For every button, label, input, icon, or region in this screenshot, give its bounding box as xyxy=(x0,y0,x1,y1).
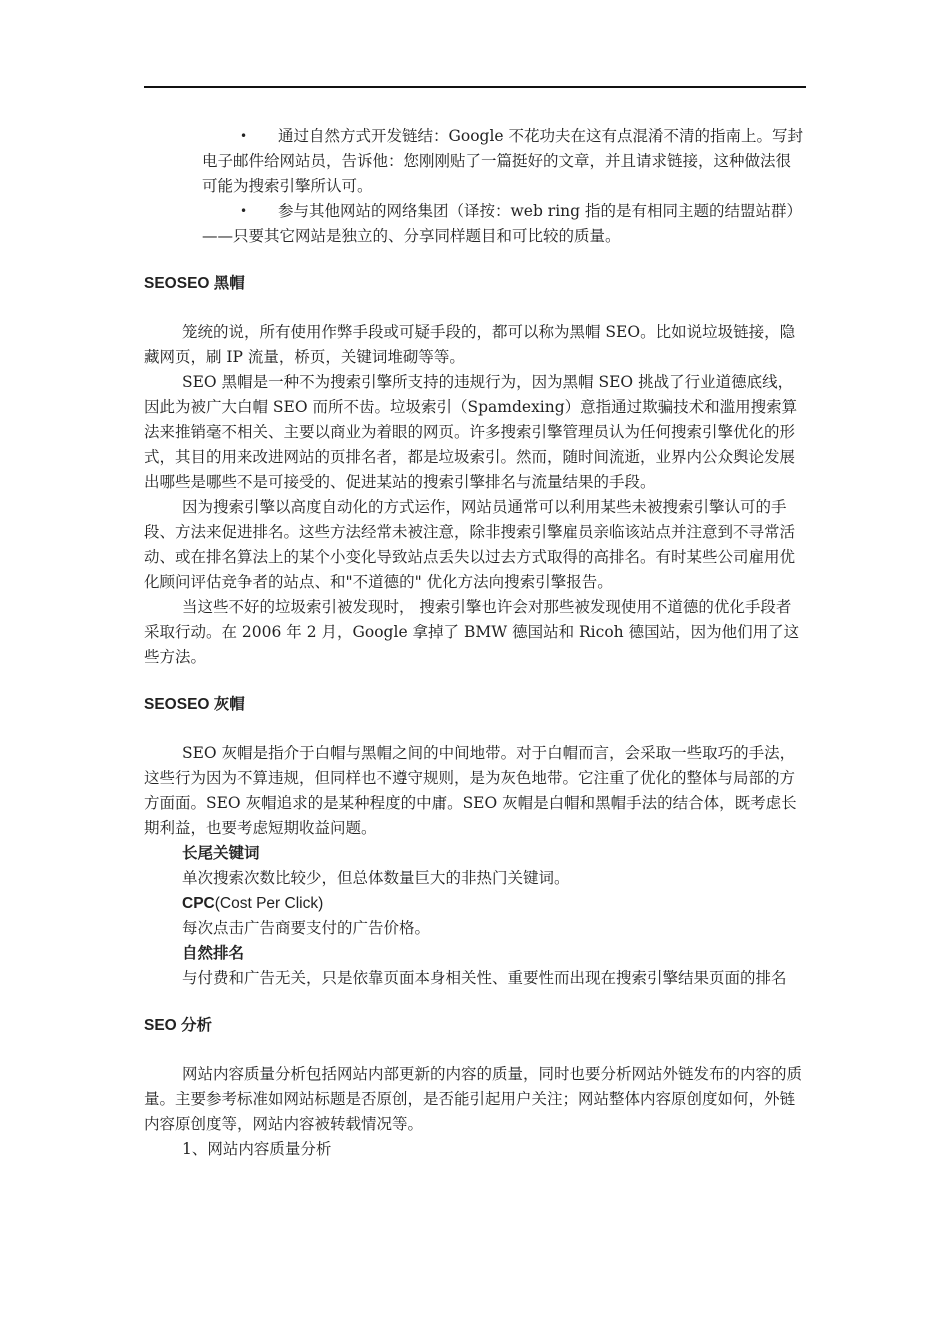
term-definition: 与付费和广告无关，只是依靠页面本身相关性、重要性而出现在搜索引擎结果页面的排名 xyxy=(182,969,787,987)
paragraph: 当这些不好的垃圾索引被发现时， 搜索引擎也许会对那些被发现使用不道德的优化手段者采取行动。在 2006 年 2 月，Google 拿掉了 BMW 德国站和 Ricoh 德国站，因为他们用了这些方法。 xyxy=(144,598,800,666)
term-cpc xyxy=(144,891,806,916)
section-heading-analysis: SEO 分析 xyxy=(144,1017,213,1034)
header-rule xyxy=(144,86,806,88)
bullet-text: 通过自然方式开发链结：Google 不花功夫在这有点混淆不清的指南上。写封电子邮件给网站员，告诉他：您刚刚贴了一篇挺好的文章，并且请求链接，这种做法很可能为搜索引擎所认可。 xyxy=(202,127,804,195)
paragraph: 因为搜索引擎以高度自动化的方式运作，网站员通常可以利用某些未被搜索引擎认可的手段、方法来促进排名。这些方法经常未被注意，除非搜索引擎雇员亲临该站点并注意到不寻常活动、或在排名算法上的某个小变化导致站点丢失以过去方式取得的高排名。有时某些公司雇用优化顾问评估竞争者的站点、和"不道德的" 优化方法向搜索引擎报告。 xyxy=(144,498,796,591)
paragraph: SEO 灰帽是指介于白帽与黑帽之间的中间地带。对于白帽而言，会采取一些取巧的手法，这些行为因为不算违规，但同样也不遵守规则，是为灰色地带。它注重了优化的整体与局部的方方面面。SEO 灰帽追求的是某种程度的中庸。SEO 灰帽是白帽和黑帽手法的结合体，既考虑长期利益，也要考虑短期收益问题。 xyxy=(144,744,797,837)
paragraph: 笼统的说，所有使用作弊手段或可疑手段的，都可以称为黑帽 SEO。比如说垃圾链接，隐藏网页，刷 IP 流量，桥页，关键词堆砌等等。 xyxy=(144,323,796,366)
bullet-item xyxy=(202,199,806,249)
term-cpc-label: CPC xyxy=(182,895,215,912)
bullet-icon: • xyxy=(240,204,248,218)
paragraph: 网站内容质量分析包括网站内部更新的内容的质量，同时也要分析网站外链发布的内容的质量。主要参考标准如网站标题是否原创，是否能引起用户关注；网站整体内容原创度如何，外链内容原创度等，网站内容被转载情况等。 xyxy=(144,1065,803,1133)
term-definition: 每次点击广告商要支付的广告价格。 xyxy=(182,919,431,937)
bullet-icon: • xyxy=(240,129,248,143)
section-heading-gray-hat: SEOSEO 灰帽 xyxy=(144,696,245,713)
numbered-item: 1、网站内容质量分析 xyxy=(182,1140,332,1158)
term-organic-ranking: 自然排名 xyxy=(182,945,245,962)
section-heading-black-hat: SEOSEO 黑帽 xyxy=(144,275,245,292)
bullet-item xyxy=(202,124,806,199)
document-body xyxy=(144,124,806,1162)
bullet-text: 参与其他网站的网络集团（译按：web ring 指的是有相同主题的结盟站群）——只要其它网站是独立的、分享同样题目和可比较的质量。 xyxy=(202,202,802,245)
paragraph: SEO 黑帽是一种不为搜索引擎所支持的违规行为，因为黑帽 SEO 挑战了行业道德底线，因此为被广大白帽 SEO 而所不齿。垃圾索引（Spamdexing）意指通过欺骗技术和滥用搜索算法来推销毫不相关、主要以商业为着眼的网页。许多搜索引擎管理员认为任何搜索引擎优化的形式，其目的用来改进网站的页排名者，都是垃圾索引。然而，随时间流逝，业界内公众舆论发展出哪些是哪些不是可接受的、促进某站的搜索引擎排名与流量结果的手段。 xyxy=(144,373,798,491)
term-cpc-suffix: (Cost Per Click) xyxy=(214,895,324,912)
term-definition: 单次搜索次数比较少，但总体数量巨大的非热门关键词。 xyxy=(182,869,570,887)
term-long-tail: 长尾关键词 xyxy=(182,845,260,862)
